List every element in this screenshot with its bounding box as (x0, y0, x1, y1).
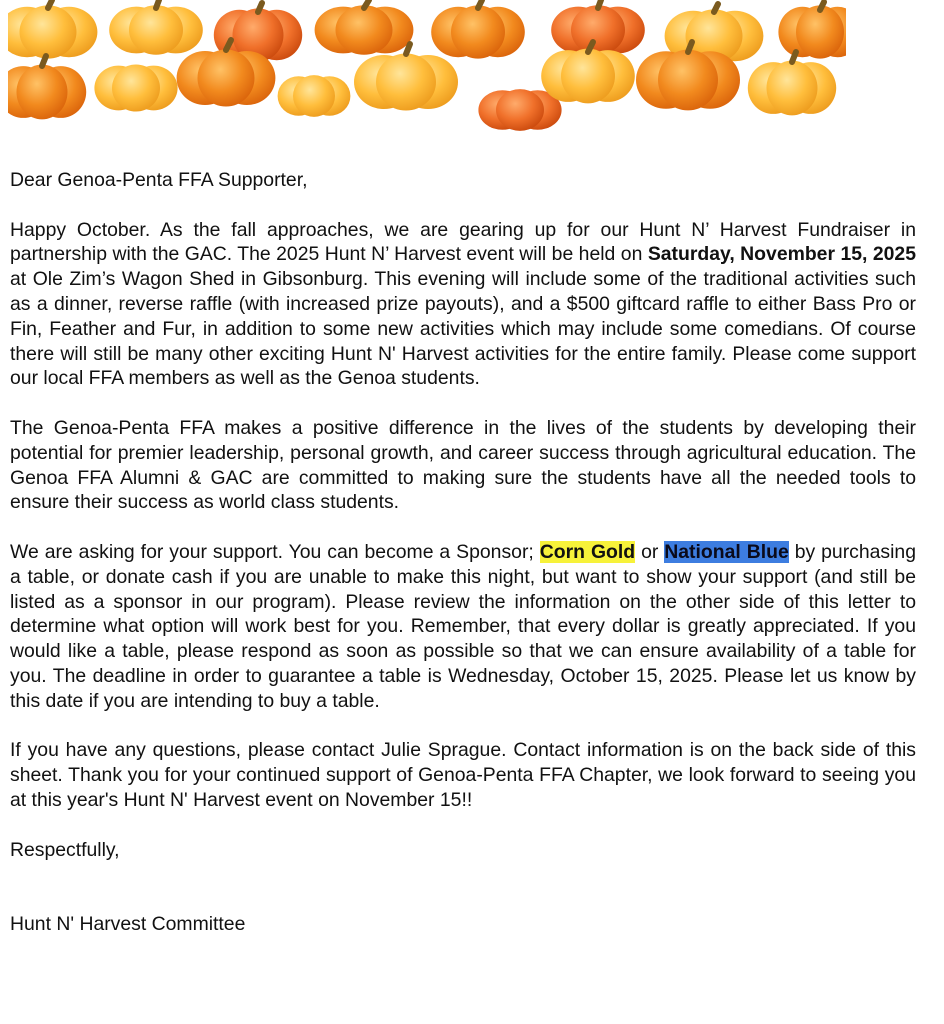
pumpkin-banner (8, 0, 846, 145)
signature: Hunt N' Harvest Committee (10, 912, 246, 935)
paragraph-event (10, 218, 916, 392)
paragraph-sponsorship (10, 540, 916, 714)
national-blue-highlight: National Blue (664, 540, 789, 563)
event-intro: Happy October. As the fall approaches, we are gearing up for our Hunt N’ Harvest Fundraiser in partnership with the GAC. The 2025 Hunt N’ Harvest event will be held on (10, 218, 916, 266)
paragraph-contact: If you have any questions, please contact Julie Sprague. Contact information is on the back side of this sheet. Thank you for your continued support of Genoa-Penta FFA Chapter, we look forward to seeing you at this year's Hunt N' Harvest event on November 15!! (10, 739, 916, 811)
sponsor-or: or (635, 540, 665, 563)
pumpkin-icon (541, 49, 635, 104)
pumpkin-icon (431, 5, 525, 58)
paragraph-mission: The Genoa-Penta FFA makes a positive difference in the lives of the students by developing their potential for premier leadership, personal growth, and career success through agricultural education. The Genoa FFA Alumni & GAC are committed to making sure the students have all the needed tools to ensure their success as world class students. (10, 416, 916, 514)
pumpkin-icon (778, 5, 846, 58)
pumpkin-icon (109, 5, 203, 54)
pumpkin-icon (278, 75, 351, 117)
pumpkin-icon (177, 50, 276, 107)
pumpkin-icon (315, 5, 414, 54)
salutation: Dear Genoa-Penta FFA Supporter, (10, 169, 308, 191)
event-details: at Ole Zim’s Wagon Shed in Gibsonburg. This evening will include some of the traditional activities such as a dinner, reverse raffle (with increased prize payouts), and a $500 giftcard raffle to either Bass Pro or Fin, Feather and Fur, in addition to some new activities which may include some comedians. Of course there will still be many other exciting Hunt N' Harvest activities for the entire family. Please come support our local FFA members as well as the Genoa students. (10, 268, 916, 390)
closing: Respectfully, (10, 838, 120, 861)
pumpkin-icon (748, 61, 836, 116)
sponsor-intro: We are asking for your support. You can become a Sponsor; (10, 540, 540, 563)
pumpkin-icon (8, 5, 97, 58)
pumpkin-icon (8, 65, 86, 120)
pumpkin-icon (478, 89, 561, 131)
corn-gold-highlight: Corn Gold (539, 540, 636, 563)
pumpkin-icon (551, 5, 645, 54)
event-date: Saturday, November 15, 2025 (647, 243, 916, 266)
pumpkin-icon (354, 54, 458, 111)
sponsor-details: by purchasing a table, or donate cash if you are unable to make this night, but want to show your support (and still be listed as a sponsor in our program). Please review the information on the other side of this letter to determine what option will work best for you. Remember, that every dollar is greatly appreciated. If you would like a table, please respond as soon as possible so that we can ensure availability of a table for you. The deadline in order to guarantee a table is Wednesday, October 15, 2025. Please let us know by this date if you are intending to buy a table. (10, 540, 916, 712)
letter-body (10, 168, 916, 937)
pumpkin-icon (94, 64, 177, 111)
pumpkin-icon (636, 50, 740, 111)
